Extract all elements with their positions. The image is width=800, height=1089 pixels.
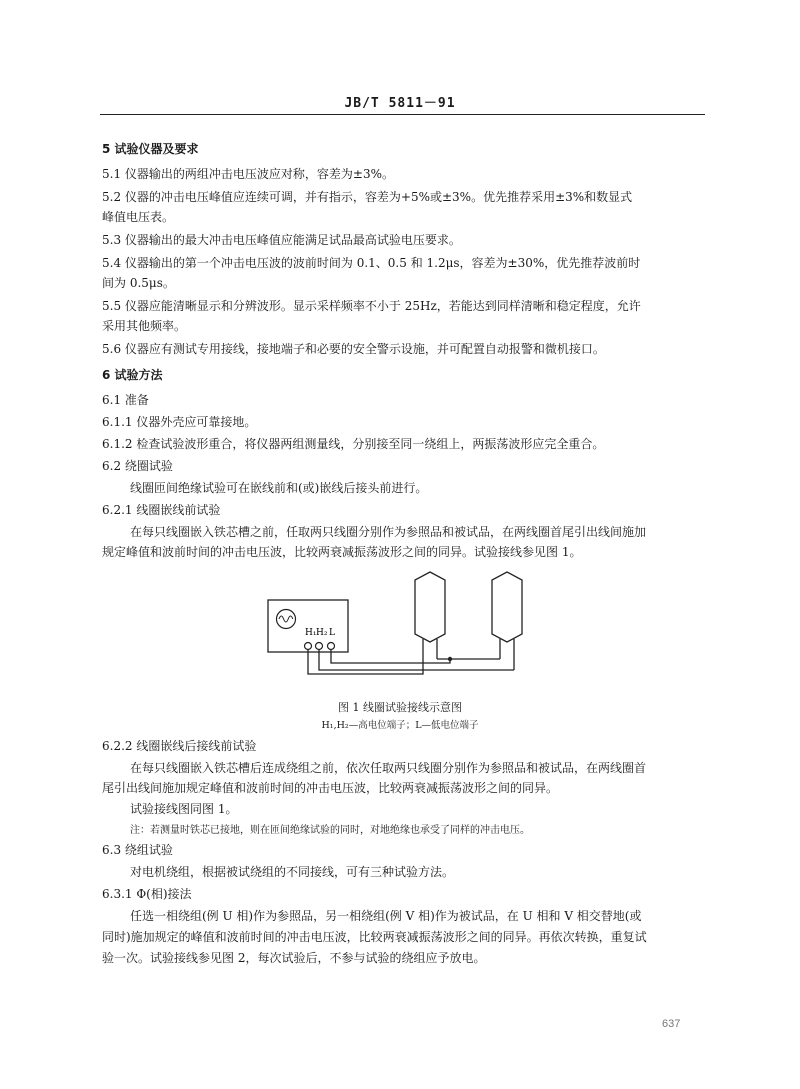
oscilloscope-icon [277, 610, 296, 629]
clause-6-2-2-line2: 尾引出线间施加规定峰值和波前时间的冲击电压波，比较两衰减振荡波形之间的同异。 [102, 781, 559, 795]
clause-5-2-line2: 峰值电压表。 [102, 210, 175, 224]
clause-6-2-1-line1: 在每只线圈嵌入铁芯槽之前，任取两只线圈分别作为参照品和被试品，在两线圈首尾引出线间施加 [130, 525, 647, 539]
clause-6-2: 6.2 绕圈试验 [102, 459, 173, 473]
terminal-label-h2: H₂ [316, 628, 328, 638]
coil-reference [415, 572, 445, 642]
clause-5-4-line2: 间为 0.5μs。 [102, 276, 175, 290]
clause-6-1-2: 6.1.2 检查试验波形重合，将仪器两组测量线，分别接至同一绕组上，两振荡波形应完全重合。 [102, 437, 605, 451]
section-5-heading: 5 试验仪器及要求 [102, 142, 199, 156]
clause-5-4-line1: 5.4 仪器输出的第一个冲击电压波的波前时间为 0.1、0.5 和 1.2μs，容差为±30%，优先推荐波前时 [102, 256, 641, 270]
clause-6-2-1: 6.2.1 线圈嵌线前试验 [102, 503, 221, 517]
section-6-heading: 6 试验方法 [102, 368, 163, 382]
clause-6-3-1: 6.3.1 Φ(相)接法 [102, 887, 192, 901]
clause-6-2-2-line3: 试验接线图同图 1。 [130, 802, 238, 816]
note: 注：若测量时铁芯已接地，则在匝间绝缘试验的同时，对地绝缘也承受了同样的冲击电压。 [130, 825, 530, 836]
clause-6-3-1-line2: 同时)施加规定的峰值和波前时间的冲击电压波，比较两衰减振荡波形之间的同异。再依次转换，重复试 [102, 930, 647, 944]
page-number: 637 [662, 1018, 681, 1030]
standard-code-header: JB/T 5811－91 [344, 96, 456, 111]
figure-1-wiring-diagram [260, 562, 560, 687]
clause-6-1-1: 6.1.1 仪器外壳应可靠接地。 [102, 415, 257, 429]
clause-6-3: 6.3 绕组试验 [102, 843, 173, 857]
clause-5-6: 5.6 仪器应有测试专用接线，接地端子和必要的安全警示设施，并可配置自动报警和微机接口。 [102, 342, 605, 356]
clause-5-3: 5.3 仪器输出的最大冲击电压峰值应能满足试品最高试验电压要求。 [102, 233, 461, 247]
clause-6-3-1-line3: 验一次。试验接线参见图 2，每次试验后，不参与试验的绕组应予放电。 [102, 951, 486, 965]
terminal-label-l: L [329, 628, 335, 638]
clause-5-5-line2: 采用其他频率。 [102, 319, 187, 333]
clause-6-3-1-line1: 任选一相绕组(例 U 相)作为参照品，另一相绕组(例 V 相)作为被试品，在 U 相和 V 相交替地(或 [130, 909, 642, 923]
clause-6-2-2-line1: 在每只线圈嵌入铁芯槽后连成绕组之前，依次任取两只线圈分别作为参照品和被试品，在两线圈首 [130, 761, 647, 775]
clause-5-5-line1: 5.5 仪器应能清晰显示和分辨波形。显示采样频率不小于 25Hz，若能达到同样清晰和稳定程度，允许 [102, 299, 641, 313]
figure-1-caption: 图 1 线圈试验接线示意图 [338, 701, 462, 714]
header-rule [100, 114, 705, 115]
clause-6-1: 6.1 准备 [102, 393, 149, 407]
coil-under-test [492, 572, 522, 642]
terminal-label-h1: H₁ [305, 628, 317, 638]
clause-6-3-body: 对电机绕组，根据被试绕组的不同接线，可有三种试验方法。 [130, 865, 455, 879]
terminal-h2 [316, 643, 323, 650]
clause-6-2-2: 6.2.2 线圈嵌线后接线前试验 [102, 739, 257, 753]
clause-6-2-body: 线圈匝间绝缘试验可在嵌线前和(或)嵌线后接头前进行。 [130, 481, 428, 495]
clause-6-2-1-line2: 规定峰值和波前时间的冲击电压波，比较两衰减振荡波形之间的同异。试验接线参见图 1。 [102, 545, 582, 559]
clause-5-1: 5.1 仪器输出的两组冲击电压波应对称，容差为±3%。 [102, 167, 394, 181]
terminal-h1 [305, 643, 312, 650]
clause-5-2-line1: 5.2 仪器的冲击电压峰值应连续可调，并有指示，容差为+5%或±3%。优先推荐采用±3%和数显式 [102, 190, 633, 204]
terminal-l [328, 643, 335, 650]
figure-1-legend: H₁,H₂—高电位端子；L—低电位端子 [321, 720, 479, 731]
